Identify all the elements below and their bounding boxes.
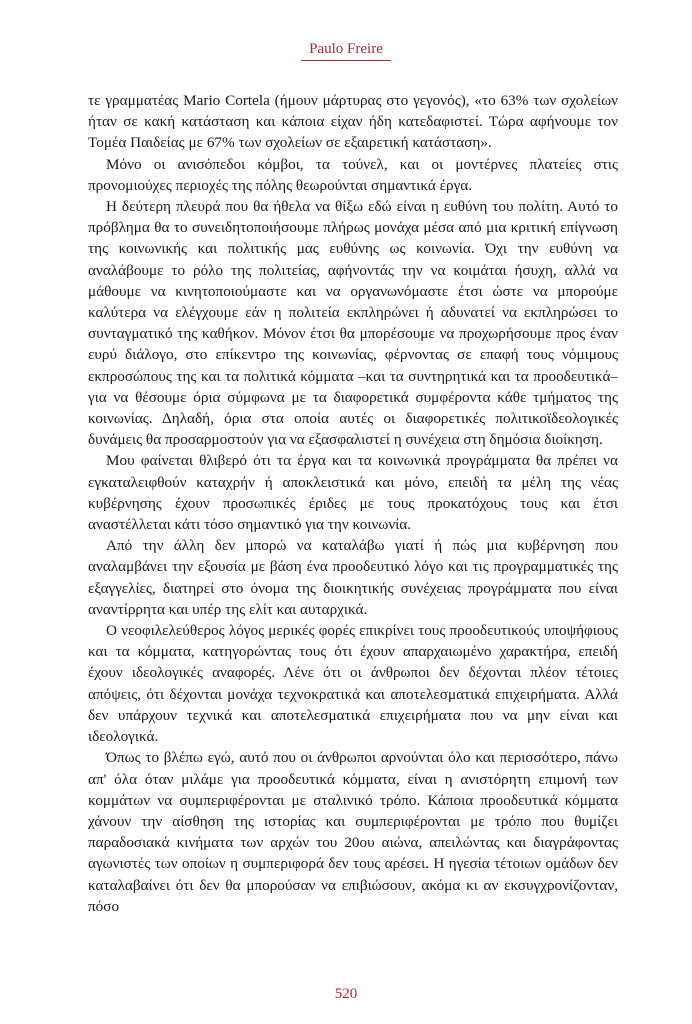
paragraph-4: Μου φαίνεται θλιβερό ότι τα έργα και τα κοινωνικά προγράμματα θα πρέπει να εγκαταλειφθούν καταχρήν ή αποκλειστικά και μόνο, επειδή τα μέλη της νέας κυβέρνησης έχουν προσωπικές έριδες με τους προκατόχους τους και έτσι αναστέλλεται κάτι τόσο σημαντικό για την κοινωνία.	[88, 452, 618, 534]
paragraph-7: Όπως το βλέπω εγώ, αυτό που οι άνθρωποι αρνούνται όλο και περισσότερο, πάνω απ' όλα όταν μιλάμε για προοδευτικά κόμματα, είναι η ανιστόρητη επιμονή των κομμάτων να συμπεριφέρονται με σταλινικό τρόπο. Κάποια προοδευτικά κόμματα χάνουν την αίσθηση της ιστορίας και συμπεριφέρονται με τρόπο που θυμίζει παραδοσιακά κινήματα των αρχών του 20ου αιώνα, απειλώντας και διαγράφοντας αγωνιστές των οποίων η συμπεριφορά δεν τους αρέσει. Η ηγεσία τέτοιων ομάδων δεν καταλαβαίνει ότι δεν θα μπορούσαν να επιβιώσουν, ακόμα κι αν εκσυγχρονίζονταν, πόσο	[88, 749, 618, 915]
paragraph-6: Ο νεοφιλελεύθερος λόγος μερικές φορές επικρίνει τους προοδευτικούς υποψήφιους και τα κόμματα, κατηγορώντας τους ότι έχουν απαρχαιωμένο χαρακτήρα, επειδή έχουν ιδεολογικές αναφορές. Λένε ότι οι άνθρωποι δεν δέχονται πλέον τέτοιες απόψεις, ότι δέχονται μονάχα τεχνοκρατικά και αποτελεσματικά επιχειρήματα. Αλλά δεν υπάρχουν τεχνικά και αποτελεσματικά επιχειρήματα που να μην είναι και ιδεολογικά.	[88, 622, 618, 746]
paragraph-2: Μόνο οι ανισόπεδοι κόμβοι, τα τούνελ, και οι μοντέρνες πλατείες στις προνομιούχες περιοχές της πόλης θεωρούνται σημαντικά έργα.	[88, 155, 618, 194]
running-head-title: Paulo Freire	[301, 41, 391, 61]
page-number: 520	[334, 986, 358, 1002]
body-text	[88, 90, 618, 917]
paragraph-5: Από την άλλη δεν μπορώ να καταλάβω γιατί ή πώς μια κυβέρνηση που αναλαμβάνει την εξουσία με βάση ένα προοδευτικό λόγο και τις προγραμματικές της εξαγγελίες, διατηρεί στο όνομα της διοικητικής συνέχειας προγράμματα που είναι αναντίρρητα και υπέρ της ελίτ και αυταρχικά.	[88, 537, 618, 618]
paragraph-1: τε γραμματέας Mario Cortela (ήμουν μάρτυρας στο γεγονός), «το 63% των σχολείων ήταν σε κακή κατάσταση και κάποια είχαν ήδη κατεδαφιστεί. Τώρα αφήνουμε τον Τομέα Παιδείας με 67% των σχολείων σε εξαιρετική κατάσταση».	[88, 92, 618, 152]
paragraph-3: Η δεύτερη πλευρά που θα ήθελα να θίξω εδώ είναι η ευθύνη του πολίτη. Αυτό το πρόβλημα θα το συνειδητοποιήσουμε πλήρως μονάχα μέσα από μια κριτική επίγνωση της κοινωνικής και πολιτικής μας ευθύνης ως κοινωνία. Όχι την ευθύνη να αναλάβουμε το ρόλο της πολιτείας, αφήνοντάς την να κοιμάται ήσυχη, αλλά να μάθουμε να κινητοποιούμαστε και να οργανωνόμαστε έτσι ώστε να μπορούμε καλύτερα να ελέγχουμε εάν η πολιτεία εκπληρώνει ή αδυνατεί να εκπληρώσει το συνταγματικό της καθήκον. Μόνον έτσι θα μπορέσουμε να προχωρήσουμε προς έναν ευρύ διάλογο, στο επίκεντρο της κοινωνίας, φέρνοντας σε επαφή τους νόμιμους εκπροσώπους της και τα πολιτικά κόμματα –και τα συντηρητικά και τα προοδευτικά– για να θέσουμε όρια σύμφωνα με τα διαφορετικά συμφέροντα κάθε τμήματος της κοινωνίας. Δηλαδή, όρια στα οποία αυτές οι διαφορετικές πολιτικοϊδεολογικές δυνάμεις θα προσαρμοστούν για να εξασφαλιστεί η συνέχεια στη δημόσια διοίκηση.	[88, 198, 618, 449]
running-header	[0, 40, 692, 61]
